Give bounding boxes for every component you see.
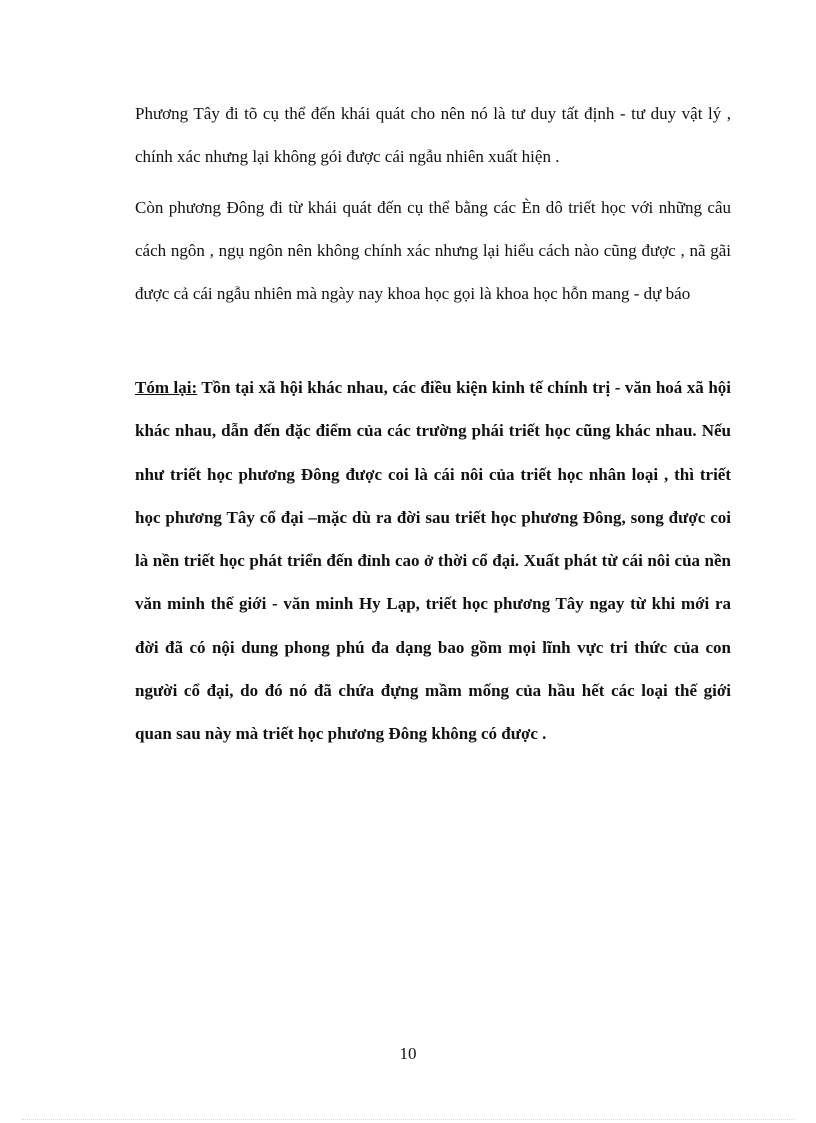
summary-paragraph: [135, 366, 731, 756]
paragraph-western-thinking: Phương Tây đi tõ cụ thể đến khái quát cho nên nó là tư duy tất định - tư duy vật lý , chính xác nhưng lại không gói được cái ngẫu nhiên xuất hiện .: [135, 104, 731, 166]
summary-label: Tóm lại:: [135, 378, 198, 397]
summary-text: Tồn tại xã hội khác nhau, các điều kiện kinh tế chính trị - văn hoá xã hội khác nhau, dẫn đến đặc điểm của các trường phái triết học cũng khác nhau. Nếu như triết học phương Đông được coi là cái nôi của triết học nhân loại , thì triết học phương Tây cổ đại –mặc dù ra đời sau triết học phương Đông, song được coi là nền triết học phát triển đến đỉnh cao ở thời cổ đại. Xuất phát từ cái nôi của nền văn minh thế giới - văn minh Hy Lạp, triết học phương Tây ngay từ khi mới ra đời đã có nội dung phong phú đa dạng bao gồm mọi lĩnh vực tri thức của con người cổ đại, do đó nó đã chứa đựng mầm mống của hầu hết các loại thế giới quan sau này mà triết học phương Đông không có được .: [135, 378, 731, 744]
page-edge-divider: [22, 1119, 794, 1120]
page-number: 10: [399, 1044, 417, 1063]
paragraph-eastern-thinking: Còn phương Đông đi từ khái quát đến cụ thể bằng các Èn dô triết học với những câu cách ngôn , ngụ ngôn nên không chính xác nhưng lại hiểu cách nào cũng được , nã gãi được cả cái ngẫu nhiên mà ngày nay khoa học gọi là khoa học hỗn mang - dự báo: [135, 198, 731, 303]
